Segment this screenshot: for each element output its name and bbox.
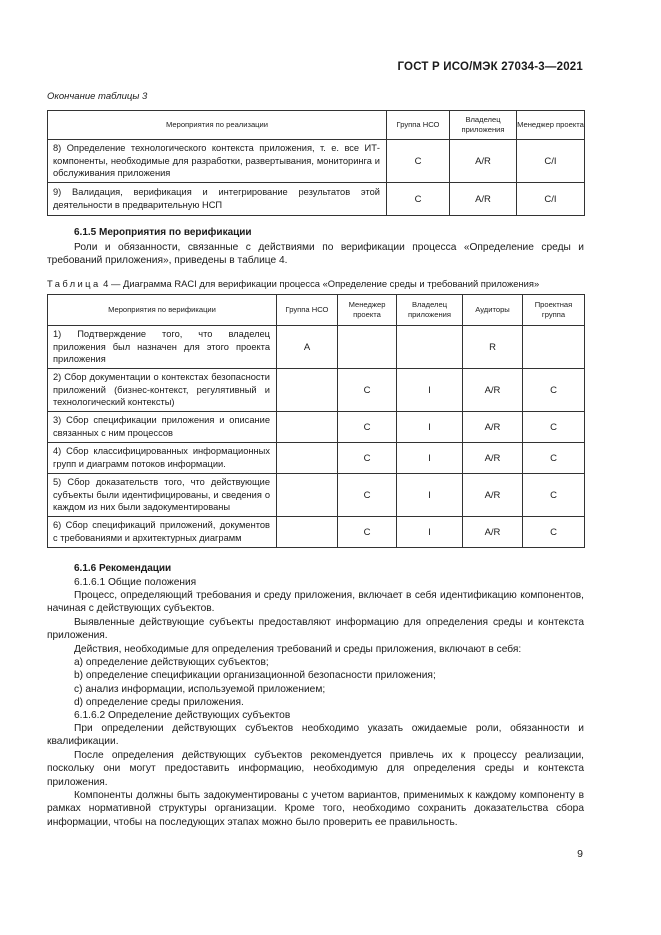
table3-cell-value: A/R [450, 140, 517, 183]
table3-cell-value: C/I [517, 183, 585, 216]
table4-cell-value: I [397, 369, 463, 412]
table4-cell-value [277, 412, 338, 443]
paragraph-3: Действия, необходимые для определения требований и среды приложения, включают в себя: [74, 644, 522, 655]
table4-cell-value: C [338, 369, 397, 412]
table4-caption-text: 4 — Диаграмма RACI для верификации процесса «Определение среды и требований приложения» [103, 278, 540, 289]
table4-cell-activity: 4) Сбор классифицированных информационных групп и диаграмм потоков информации. [48, 443, 277, 474]
table-row [48, 369, 585, 412]
list-item: c) анализ информации, используемой приложением; [74, 684, 326, 695]
table4-header-app-owner: Владелец приложения [397, 295, 463, 326]
table-row [48, 517, 585, 548]
table-3 [47, 110, 585, 216]
table4-cell-value [523, 326, 585, 369]
list-item: a) определение действующих субъектов; [74, 657, 269, 668]
table4-cell-value: R [463, 326, 523, 369]
table-row [48, 443, 585, 474]
table4-cell-value [277, 443, 338, 474]
table4-header-project-team: Проектная группа [523, 295, 585, 326]
table4-cell-value: I [397, 517, 463, 548]
table4-cell-value [397, 326, 463, 369]
table3-cell-value: A/R [450, 183, 517, 216]
table4-cell-value: A/R [463, 369, 523, 412]
table3-caption: Окончание таблицы 3 [47, 91, 148, 102]
table4-cell-value: A/R [463, 474, 523, 517]
table3-header-project-manager: Менеджер проекта [517, 111, 585, 140]
section-6161-heading: 6.1.6.1 Общие положения [74, 577, 197, 588]
list-item: b) определение спецификации организационной безопасности приложения; [74, 670, 436, 681]
table4-caption-label: Таблица [47, 278, 101, 289]
table4-cell-value: C [523, 474, 585, 517]
document-code: ГОСТ Р ИСО/МЭК 27034-3—2021 [397, 61, 583, 73]
table3-cell-value: C/I [517, 140, 585, 183]
paragraph-2: Выявленные действующие субъекты предоставляют информацию для определения среды и контекста приложения. [47, 617, 584, 642]
table4-header-project-manager: Менеджер проекта [338, 295, 397, 326]
table4-cell-value: C [523, 412, 585, 443]
table3-header-nso-group: Группа НСО [387, 111, 450, 140]
list-item: d) определение среды приложения. [74, 697, 244, 708]
table4-header-activity: Мероприятия по верификации [48, 295, 277, 326]
table-row [48, 474, 585, 517]
table4-cell-value: A/R [463, 412, 523, 443]
table-row [48, 412, 585, 443]
table4-cell-activity: 1) Подтверждение того, что владелец приложения был назначен для этого проекта приложения [48, 326, 277, 369]
paragraph-6: Компоненты должны быть задокументированы с учетом вариантов, применимых к каждому компоненту в рамках нормативной структуры организации. Кроме того, необходимо сохранить доказательства сбора информации, чтобы на последующих этапах можно было проверить ее правильность. [47, 790, 584, 828]
table-4 [47, 294, 585, 548]
table3-cell-value: C [387, 140, 450, 183]
table3-header-app-owner: Владелец приложения [450, 111, 517, 140]
section-616-heading: 6.1.6 Рекомендации [74, 563, 172, 574]
table4-cell-activity: 6) Сбор спецификаций приложений, документов с требованиями и архитектурных диаграмм [48, 517, 277, 548]
table4-cell-value [338, 326, 397, 369]
table3-cell-activity: 9) Валидация, верификация и интегрирование результатов этой деятельности в предварительную НСП [48, 183, 387, 216]
table4-cell-value: A/R [463, 517, 523, 548]
table4-cell-value: C [523, 369, 585, 412]
section-615-heading: 6.1.5 Мероприятия по верификации [74, 227, 252, 238]
table-row [48, 140, 585, 183]
page-number: 9 [577, 848, 583, 860]
table4-header-auditors: Аудиторы [463, 295, 523, 326]
table3-header-activity: Мероприятия по реализации [48, 111, 387, 140]
table4-cell-value: I [397, 443, 463, 474]
table4-cell-value: C [523, 517, 585, 548]
table4-cell-value: C [523, 443, 585, 474]
table4-cell-value: C [338, 443, 397, 474]
table4-cell-value [277, 474, 338, 517]
table4-header-nso-group: Группа НСО [277, 295, 338, 326]
paragraph-5: После определения действующих субъектов рекомендуется привлечь их к процессу реализации, поскольку они могут предоставить информацию, необходимую для определения среды и контекста приложения. [47, 750, 584, 788]
table3-cell-value: C [387, 183, 450, 216]
table4-cell-activity: 2) Сбор документации о контекстах безопасности приложений (бизнес-контекст, регулятивный и технологический контексты) [48, 369, 277, 412]
paragraph-1: Процесс, определяющий требования и среду приложения, включает в себя идентификацию компонентов, начиная с действующих субъектов. [47, 590, 584, 615]
table3-cell-activity: 8) Определение технологического контекста приложения, т. е. все ИТ-компоненты, необходимые для разработки, развертывания, мониторинга и обслуживания приложения [48, 140, 387, 183]
table4-cell-activity: 3) Сбор спецификации приложения и описание связанных с ним процессов [48, 412, 277, 443]
table4-cell-value: I [397, 474, 463, 517]
table4-cell-value: A [277, 326, 338, 369]
table4-cell-value: C [338, 412, 397, 443]
table4-cell-value: I [397, 412, 463, 443]
section-6162-heading: 6.1.6.2 Определение действующих субъектов [74, 710, 291, 721]
table4-cell-value [277, 517, 338, 548]
table4-cell-value: C [338, 517, 397, 548]
table4-cell-activity: 5) Сбор доказательств того, что действующие субъекты были идентифицированы, и сведения о каждом из них были задокументированы [48, 474, 277, 517]
table-row [48, 326, 585, 369]
table4-caption [47, 278, 539, 289]
paragraph-4: При определении действующих субъектов необходимо указать ожидаемые роли, обязанности и квалификации. [47, 723, 584, 748]
section-615-text: Роли и обязанности, связанные с действиями по верификации процесса «Определение среды и требований приложения», приведены в таблице 4. [47, 242, 584, 267]
table4-cell-value: A/R [463, 443, 523, 474]
table4-cell-value: C [338, 474, 397, 517]
table4-cell-value [277, 369, 338, 412]
table-row [48, 183, 585, 216]
